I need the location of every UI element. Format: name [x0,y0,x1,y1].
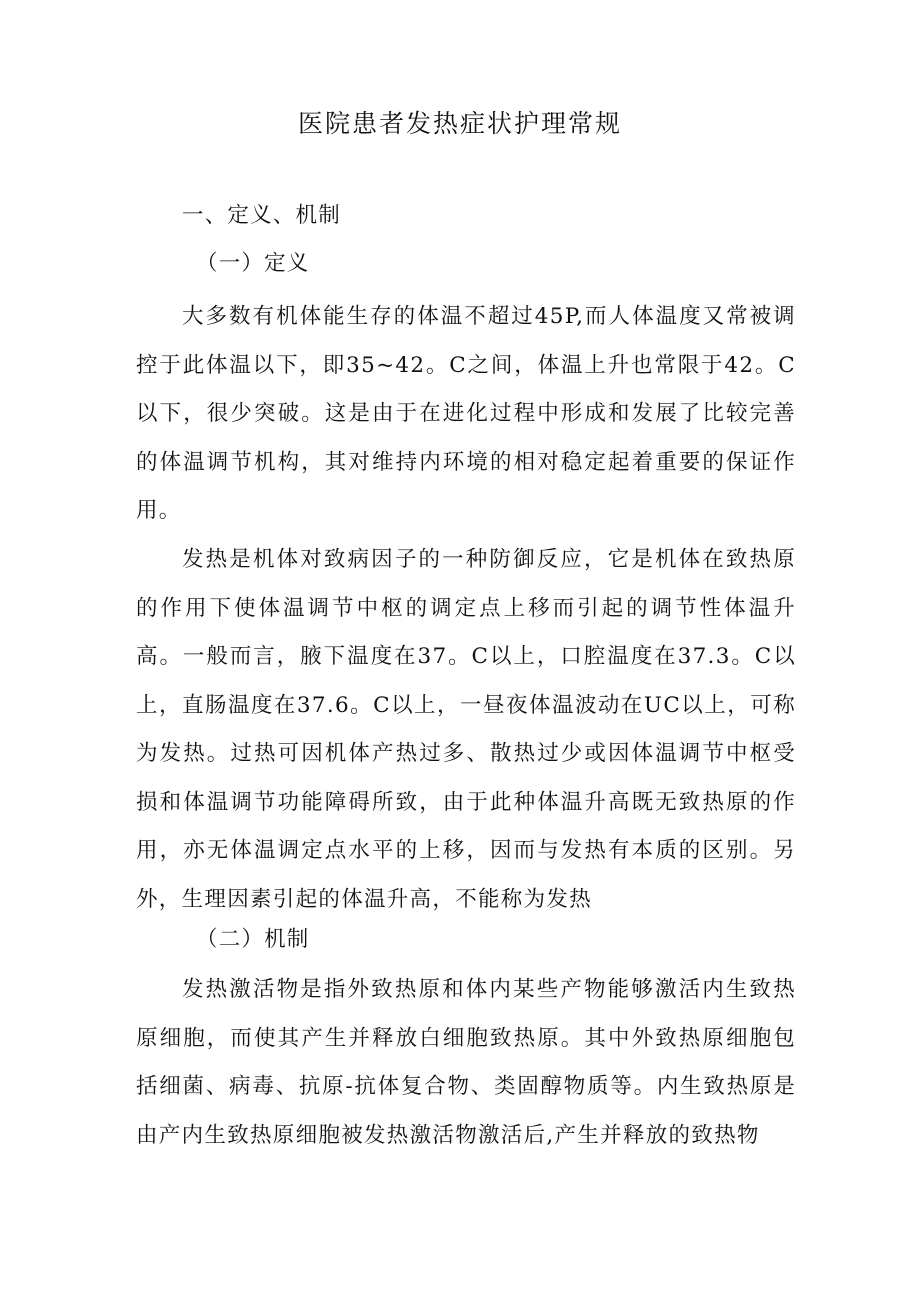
paragraph-fever-activators: 发热激活物是指外致热原和体内某些产物能够激活内生致热原细胞，而使其产生并释放白细胞致热原。其中外致热原细胞包括细菌、病毒、抗原-抗体复合物、类固醇物质等。内生致热原是由产内生致热原细胞被发热激活物激活后,产生并释放的致热物 [136,977,796,1148]
subsection-heading-mechanism: （二）机制 [196,927,310,952]
paragraph-fever-definition: 发热是机体对致病因子的一种防御反应，它是机体在致热原的作用下使体温调节中枢的调定点上移而引起的调节性体温升高。一般而言，腋下温度在37。C以上，口腔温度在37.3。C以上，直肠温度在37.6。C以上，一昼夜体温波动在UC以上，可称为发热。过热可因机体产热过多、散热过少或因体温调节中枢受损和体温调节功能障碍所致，由于此种体温升高既无致热原的作用，亦无体温调定点水平的上移，因而与发热有本质的区别。另外，生理因素引起的体温升高，不能称为发热 [136,547,796,912]
paragraph-body-temperature: 大多数有机体能生存的体温不超过45P,而人体温度又常被调控于此体温以下，即35~42。C之间，体温上升也常限于42。C以下，很少突破。这是由于在进化过程中形成和发展了比较完善的体温调节机构，其对维持内环境的相对稳定起着重要的保证作用。 [136,304,796,523]
subsection-heading-definition: （一）定义 [196,251,310,276]
section-heading-definition-mechanism: 一、定义、机制 [182,203,341,228]
document-title: 医院患者发热症状护理常规 [297,109,622,138]
